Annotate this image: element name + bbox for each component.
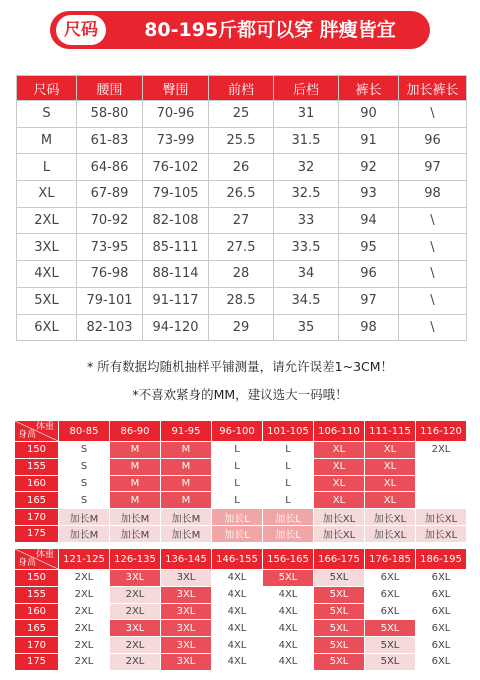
size-recommendation-cell: 5XL — [263, 570, 314, 587]
table-row — [15, 653, 467, 670]
size-recommendation-cell: XL — [365, 475, 416, 492]
size-cell: \ — [399, 207, 467, 234]
size-recommendation-cell: 6XL — [416, 653, 467, 670]
size-cell: \ — [399, 261, 467, 288]
size-recommendation-cell: 5XL — [314, 603, 365, 620]
size-recommendation-cell: 加长L — [263, 509, 314, 526]
size-badge: 尺码 — [56, 15, 106, 45]
size-recommendation-cell: XL — [314, 458, 365, 475]
size-recommendation-cell: 5XL — [314, 653, 365, 670]
chart-corner-cell — [15, 421, 59, 442]
table-row — [15, 603, 467, 620]
size-recommendation-cell — [416, 492, 467, 509]
size-recommendation-cell: 加长L — [212, 525, 263, 542]
size-recommendation-cell: 加长M — [161, 509, 212, 526]
size-recommendation-cell: 5XL — [314, 637, 365, 654]
table-row — [15, 525, 467, 542]
size-recommendation-cell: 3XL — [161, 620, 212, 637]
size-cell: 2XL — [17, 207, 77, 234]
size-recommendation-cell: S — [59, 442, 110, 459]
size-cell: 88-114 — [143, 261, 209, 288]
weight-range-header: 146-155 — [212, 549, 263, 570]
size-cell: XL — [17, 181, 77, 208]
size-recommendation-cell: L — [263, 492, 314, 509]
table-row — [15, 509, 467, 526]
size-header-cell: 前档 — [209, 76, 274, 101]
weight-range-header: 111-115 — [365, 421, 416, 442]
height-label: 身高 — [18, 430, 37, 440]
size-cell: \ — [399, 234, 467, 261]
height-value-cell: 165 — [15, 492, 59, 509]
size-recommendation-cell: 加长M — [110, 509, 161, 526]
weight-range-header: 106-110 — [314, 421, 365, 442]
size-recommendation-cell: 3XL — [161, 637, 212, 654]
size-cell: M — [17, 127, 77, 154]
size-recommendation-cell: 5XL — [365, 637, 416, 654]
chart-header-row — [15, 549, 467, 570]
size-recommendation-cell: 6XL — [365, 570, 416, 587]
size-recommendation-cell: M — [161, 492, 212, 509]
size-cell: 97 — [339, 287, 399, 314]
size-cell: 94 — [339, 207, 399, 234]
table-row — [15, 492, 467, 509]
height-value-cell: 165 — [15, 620, 59, 637]
size-cell: 6XL — [17, 314, 77, 341]
table-row — [15, 620, 467, 637]
size-recommendation-cell: 2XL — [110, 637, 161, 654]
size-recommendation-cell: 2XL — [110, 586, 161, 603]
size-recommendation-cell: 3XL — [161, 653, 212, 670]
size-cell: 35 — [274, 314, 339, 341]
size-recommendation-cell: 2XL — [59, 570, 110, 587]
size-recommendation-cell: 6XL — [416, 620, 467, 637]
table-row — [17, 261, 467, 288]
size-cell: 28.5 — [209, 287, 274, 314]
size-recommendation-cell: 6XL — [416, 586, 467, 603]
size-recommendation-cell: L — [212, 475, 263, 492]
size-recommendation-cell: XL — [365, 442, 416, 459]
size-recommendation-cell: 4XL — [212, 620, 263, 637]
size-header-cell: 后档 — [274, 76, 339, 101]
measurement-note: * 所有数据均随机抽样平铺测量，请允许误差1~3CM！ — [86, 359, 394, 374]
table-row — [15, 570, 467, 587]
size-cell: 32.5 — [274, 181, 339, 208]
size-cell: 28 — [209, 261, 274, 288]
size-cell: 97 — [399, 154, 467, 181]
size-recommendation-cell: 4XL — [263, 620, 314, 637]
size-recommendation-cell: S — [59, 458, 110, 475]
fit-advice-note: *不喜欢紧身的MM，建议选大一码哦！ — [132, 387, 348, 402]
size-cell: 34.5 — [274, 287, 339, 314]
size-cell: 91-117 — [143, 287, 209, 314]
size-recommendation-cell: 4XL — [212, 586, 263, 603]
table-row — [17, 314, 467, 341]
size-table-header — [17, 76, 467, 101]
size-recommendation-cell: 4XL — [212, 637, 263, 654]
size-cell: 96 — [339, 261, 399, 288]
size-cell: 73-95 — [77, 234, 143, 261]
size-cell: 58-80 — [77, 101, 143, 128]
size-cell: 92 — [339, 154, 399, 181]
size-cell: 64-86 — [77, 154, 143, 181]
table-row — [17, 101, 467, 128]
chart-corner-cell — [15, 549, 59, 570]
size-cell: 95 — [339, 234, 399, 261]
size-recommendation-cell: 4XL — [263, 603, 314, 620]
size-table — [16, 75, 467, 341]
size-cell: S — [17, 101, 77, 128]
table-row — [15, 442, 467, 459]
size-cell: 33 — [274, 207, 339, 234]
size-cell: 82-108 — [143, 207, 209, 234]
size-recommendation-cell: 2XL — [59, 653, 110, 670]
size-cell: 67-89 — [77, 181, 143, 208]
size-header-cell: 加长裤长 — [399, 76, 467, 101]
size-recommendation-cell: XL — [365, 492, 416, 509]
weight-label: 体重 — [35, 422, 54, 432]
size-recommendation-cell: 加长XL — [365, 525, 416, 542]
size-recommendation-cell: M — [161, 458, 212, 475]
size-recommendation-cell: 加长M — [161, 525, 212, 542]
size-recommendation-cell: 6XL — [416, 603, 467, 620]
size-cell: L — [17, 154, 77, 181]
size-cell: 79-101 — [77, 287, 143, 314]
size-recommendation-cell: 2XL — [59, 603, 110, 620]
table-row — [17, 154, 467, 181]
size-recommendation-cell: 加长M — [110, 525, 161, 542]
height-value-cell: 150 — [15, 570, 59, 587]
banner-title: 80-195斤都可以穿 胖瘦皆宜 — [144, 19, 396, 41]
height-value-cell: 160 — [15, 603, 59, 620]
size-recommendation-cell: 加长M — [59, 525, 110, 542]
size-recommendation-cell: 3XL — [110, 620, 161, 637]
weight-range-header: 176-185 — [365, 549, 416, 570]
size-recommendation-cell: 加长L — [263, 525, 314, 542]
size-recommendation-cell: L — [263, 475, 314, 492]
size-cell: 76-102 — [143, 154, 209, 181]
size-cell: 96 — [399, 127, 467, 154]
size-cell: 34 — [274, 261, 339, 288]
size-recommendation-cell: 4XL — [212, 603, 263, 620]
size-recommendation-cell: L — [212, 458, 263, 475]
size-recommendation-cell: M — [110, 492, 161, 509]
size-cell: 70-96 — [143, 101, 209, 128]
height-value-cell: 170 — [15, 509, 59, 526]
table-row — [17, 127, 467, 154]
size-cell: 73-99 — [143, 127, 209, 154]
size-cell: 79-105 — [143, 181, 209, 208]
size-recommendation-cell: 3XL — [161, 570, 212, 587]
size-recommendation-cell: 加长XL — [314, 509, 365, 526]
size-recommendation-cell: 5XL — [314, 586, 365, 603]
size-cell: 90 — [339, 101, 399, 128]
size-cell: 85-111 — [143, 234, 209, 261]
weight-range-header: 91-95 — [161, 421, 212, 442]
weight-height-chart-2 — [14, 548, 467, 671]
height-value-cell: 175 — [15, 525, 59, 542]
size-recommendation-cell: M — [161, 475, 212, 492]
size-cell: 70-92 — [77, 207, 143, 234]
size-recommendation-cell: 4XL — [263, 586, 314, 603]
size-cell: 26 — [209, 154, 274, 181]
size-cell: 98 — [399, 181, 467, 208]
size-cell: \ — [399, 314, 467, 341]
table-row — [17, 207, 467, 234]
size-recommendation-cell: 5XL — [314, 620, 365, 637]
size-recommendation-cell: M — [110, 475, 161, 492]
size-recommendation-cell: XL — [365, 458, 416, 475]
size-header-cell: 裤长 — [339, 76, 399, 101]
size-cell: 31.5 — [274, 127, 339, 154]
size-cell: 94-120 — [143, 314, 209, 341]
size-recommendation-cell: XL — [314, 492, 365, 509]
size-header-cell: 臀围 — [143, 76, 209, 101]
size-recommendation-cell: 5XL — [365, 653, 416, 670]
size-recommendation-cell: XL — [314, 475, 365, 492]
table-row — [17, 181, 467, 208]
weight-range-header: 86-90 — [110, 421, 161, 442]
height-value-cell: 150 — [15, 442, 59, 459]
weight-range-header: 156-165 — [263, 549, 314, 570]
weight-range-header: 166-175 — [314, 549, 365, 570]
size-cell: 27.5 — [209, 234, 274, 261]
table-row — [15, 475, 467, 492]
size-recommendation-cell: 加长M — [59, 509, 110, 526]
size-recommendation-cell: 加长L — [212, 509, 263, 526]
weight-range-header: 136-145 — [161, 549, 212, 570]
size-recommendation-cell: 5XL — [365, 620, 416, 637]
size-cell: 32 — [274, 154, 339, 181]
height-label: 身高 — [18, 558, 37, 568]
size-cell: 5XL — [17, 287, 77, 314]
size-cell: 76-98 — [77, 261, 143, 288]
size-recommendation-cell: 2XL — [110, 653, 161, 670]
size-cell: 27 — [209, 207, 274, 234]
height-value-cell: 175 — [15, 653, 59, 670]
size-cell: 29 — [209, 314, 274, 341]
size-recommendation-cell: 5XL — [314, 570, 365, 587]
size-cell: \ — [399, 287, 467, 314]
size-recommendation-cell: 2XL — [59, 620, 110, 637]
weight-range-header: 80-85 — [59, 421, 110, 442]
height-value-cell: 155 — [15, 458, 59, 475]
size-cell: 98 — [339, 314, 399, 341]
weight-range-header: 126-135 — [110, 549, 161, 570]
size-recommendation-cell: 4XL — [263, 637, 314, 654]
size-recommendation-cell: M — [110, 458, 161, 475]
size-recommendation-cell: XL — [314, 442, 365, 459]
size-recommendation-cell — [416, 458, 467, 475]
size-recommendation-cell: 3XL — [161, 603, 212, 620]
size-recommendation-cell — [416, 475, 467, 492]
weight-range-header: 121-125 — [59, 549, 110, 570]
size-cell: 93 — [339, 181, 399, 208]
size-recommendation-cell: 4XL — [263, 653, 314, 670]
size-recommendation-cell: L — [212, 492, 263, 509]
weight-range-header: 101-105 — [263, 421, 314, 442]
weight-height-chart-1 — [14, 420, 467, 543]
weight-range-header: 186-195 — [416, 549, 467, 570]
size-recommendation-cell: M — [110, 442, 161, 459]
size-header-cell: 腰围 — [77, 76, 143, 101]
size-recommendation-cell: 3XL — [110, 570, 161, 587]
size-cell: 31 — [274, 101, 339, 128]
size-recommendation-cell: 加长XL — [416, 509, 467, 526]
size-cell: 82-103 — [77, 314, 143, 341]
size-recommendation-cell: 6XL — [365, 586, 416, 603]
size-recommendation-cell: 加长XL — [416, 525, 467, 542]
height-value-cell: 155 — [15, 586, 59, 603]
weight-label: 体重 — [35, 550, 54, 560]
chart-header-row — [15, 421, 467, 442]
size-recommendation-cell: 2XL — [59, 637, 110, 654]
size-recommendation-cell: S — [59, 492, 110, 509]
size-table-body — [17, 101, 467, 341]
size-recommendation-cell: L — [263, 442, 314, 459]
size-cell: \ — [399, 101, 467, 128]
size-recommendation-cell: 2XL — [416, 442, 467, 459]
size-recommendation-cell: L — [263, 458, 314, 475]
size-recommendation-cell: 2XL — [110, 603, 161, 620]
size-recommendation-cell: 6XL — [365, 603, 416, 620]
size-recommendation-cell: 6XL — [416, 570, 467, 587]
size-header-cell: 尺码 — [17, 76, 77, 101]
height-value-cell: 160 — [15, 475, 59, 492]
size-recommendation-cell: 加长XL — [365, 509, 416, 526]
size-recommendation-cell: 2XL — [59, 586, 110, 603]
size-cell: 25.5 — [209, 127, 274, 154]
size-recommendation-cell: 4XL — [212, 570, 263, 587]
weight-range-header: 116-120 — [416, 421, 467, 442]
size-recommendation-cell: 3XL — [161, 586, 212, 603]
size-recommendation-cell: M — [161, 442, 212, 459]
size-cell: 33.5 — [274, 234, 339, 261]
size-cell: 25 — [209, 101, 274, 128]
weight-range-header: 96-100 — [212, 421, 263, 442]
table-row — [17, 287, 467, 314]
table-row — [15, 637, 467, 654]
size-recommendation-cell: S — [59, 475, 110, 492]
size-cell: 61-83 — [77, 127, 143, 154]
size-cell: 3XL — [17, 234, 77, 261]
size-recommendation-cell: 加长XL — [314, 525, 365, 542]
table-row — [15, 458, 467, 475]
table-row — [17, 234, 467, 261]
size-cell: 4XL — [17, 261, 77, 288]
size-recommendation-cell: 6XL — [416, 637, 467, 654]
size-cell: 26.5 — [209, 181, 274, 208]
size-recommendation-cell: L — [212, 442, 263, 459]
height-value-cell: 170 — [15, 637, 59, 654]
table-row — [15, 586, 467, 603]
size-cell: 91 — [339, 127, 399, 154]
size-recommendation-cell: 4XL — [212, 653, 263, 670]
